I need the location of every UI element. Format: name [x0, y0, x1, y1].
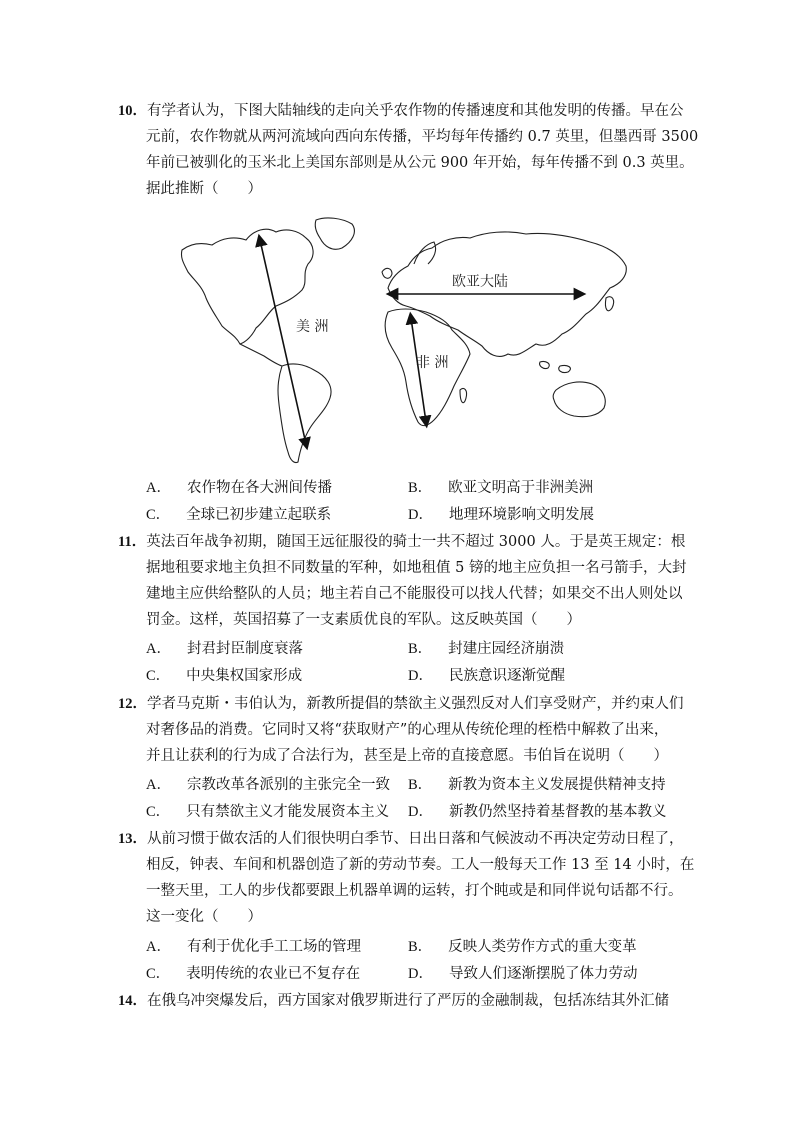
option-c[interactable]: C． 全球已初步建立起联系 — [146, 507, 332, 523]
question-10 — [118, 98, 699, 202]
question-number: 14． — [118, 993, 147, 1009]
option-d[interactable]: D． 民族意识逐渐觉醒 — [408, 668, 565, 684]
option-c[interactable]: C． 中央集权国家形成 — [146, 668, 303, 684]
option-d[interactable]: D． 导致人们逐渐摆脱了体力劳动 — [408, 966, 638, 982]
question-text-line: 这一变化（ ） — [146, 909, 262, 925]
americas-axis-arrow — [260, 240, 306, 444]
option-b[interactable]: B． 反映人类劳作方式的重大变革 — [408, 939, 637, 955]
option-c[interactable]: C． 只有禁欲主义才能发展资本主义 — [146, 804, 390, 820]
question-text-line: 对奢侈品的消费。它同时又将“获取财产”的心理从传统伦理的桎梏中解救了出来， — [146, 722, 669, 738]
option-b[interactable]: B． 封建庄园经济崩溃 — [408, 641, 565, 657]
question-text-line: 据此推断（ ） — [146, 181, 262, 197]
question-text-line: 建地主应供给整队的人员；地主若自己不能服役可以找人代替；如果交不出人则处以 — [146, 586, 683, 602]
question-number: 13． — [118, 831, 147, 847]
question-text-line: 年前已被驯化的玉米北上美国东部则是从公元 900 年开始，每年传播不到 0.3 英里。 — [146, 155, 694, 171]
option-a[interactable]: A． 宗教改革各派别的主张完全一致 — [146, 777, 390, 793]
north-america-outline — [181, 229, 313, 344]
south-america-outline — [278, 364, 331, 463]
question-text-line: 据地租要求地主负担不同数量的军种，如地租值 5 镑的地主应负担一名弓箭手，大封 — [146, 560, 687, 576]
question-11-options — [146, 636, 686, 690]
british-isles-outline — [382, 268, 392, 278]
question-13 — [118, 826, 695, 930]
question-text-line: 从前习惯于做农活的人们很快明白季节、日出日落和气候波动不再决定劳动日程了， — [147, 831, 684, 847]
australia-outline — [553, 382, 605, 417]
option-b[interactable]: B． 欧亚文明高于非洲美洲 — [408, 480, 594, 496]
question-text-line: 罚金。这样，英国招募了一支素质优良的军队。这反映英国（ ） — [146, 612, 581, 628]
question-text-line: 英法百年战争初期，随国王远征服役的骑士一共不超过 3000 人。于是英王规定：根 — [146, 534, 686, 550]
question-number: 10． — [118, 103, 147, 119]
question-number: 12． — [118, 696, 147, 712]
central-america-outline — [240, 344, 282, 366]
continental-axis-arrows — [260, 240, 580, 444]
greenland-outline — [315, 218, 354, 249]
madagascar-outline — [460, 388, 467, 402]
world-map-figure — [176, 214, 636, 474]
option-c[interactable]: C． 表明传统的农业已不复存在 — [146, 966, 361, 982]
question-11 — [118, 529, 687, 633]
map-label-africa: 非 洲 — [416, 355, 449, 371]
japan-outline — [605, 297, 613, 311]
scandinavia-outline — [414, 242, 436, 264]
option-d[interactable]: D． 地理环境影响文明发展 — [408, 507, 594, 523]
question-10-options — [146, 475, 686, 529]
map-label-americas: 美 洲 — [296, 319, 329, 335]
option-a[interactable]: A． 封君封臣制度衰落 — [146, 641, 303, 657]
islands-outline — [540, 361, 571, 372]
question-12-options — [146, 772, 686, 826]
question-12 — [118, 691, 684, 769]
question-text-line: 相反，钟表、车间和机器创造了新的劳动节奏。工人一般每天工作 13 至 14 小时，在 — [146, 857, 695, 873]
question-13-options — [146, 934, 686, 988]
question-text-line: 元前，农作物就从两河流域向西向东传播，平均每年传播约 0.7 英里，但墨西哥 3500 — [146, 129, 699, 145]
question-text-line: 在俄乌冲突爆发后，西方国家对俄罗斯进行了严厉的金融制裁，包括冻结其外汇储 — [147, 993, 669, 1009]
continent-outlines — [181, 218, 626, 463]
question-text-line: 并且让获利的行为成了合法行为，甚至是上帝的直接意愿。韦伯旨在说明（ ） — [146, 748, 668, 764]
question-text-line: 一整天里，工人的步伐都要跟上机器单调的运转，打个盹或是和同伴说句话都不行。 — [146, 883, 683, 899]
question-text-line: 学者马克斯・韦伯认为，新教所提倡的禁欲主义强烈反对人们享受财产，并约束人们 — [147, 696, 684, 712]
option-b[interactable]: B． 新教为资本主义发展提供精神支持 — [408, 777, 666, 793]
map-label-eurasia: 欧亚大陆 — [452, 274, 508, 290]
question-14 — [118, 988, 678, 1014]
option-d[interactable]: D． 新教仍然坚持着基督教的基本教义 — [408, 804, 667, 820]
question-text-line: 有学者认为，下图大陆轴线的走向关乎农作物的传播速度和其他发明的传播。早在公 — [147, 103, 684, 119]
question-number: 11． — [118, 534, 147, 550]
option-a[interactable]: A． 农作物在各大洲间传播 — [146, 480, 332, 496]
option-a[interactable]: A． 有利于优化手工工场的管理 — [146, 939, 361, 955]
